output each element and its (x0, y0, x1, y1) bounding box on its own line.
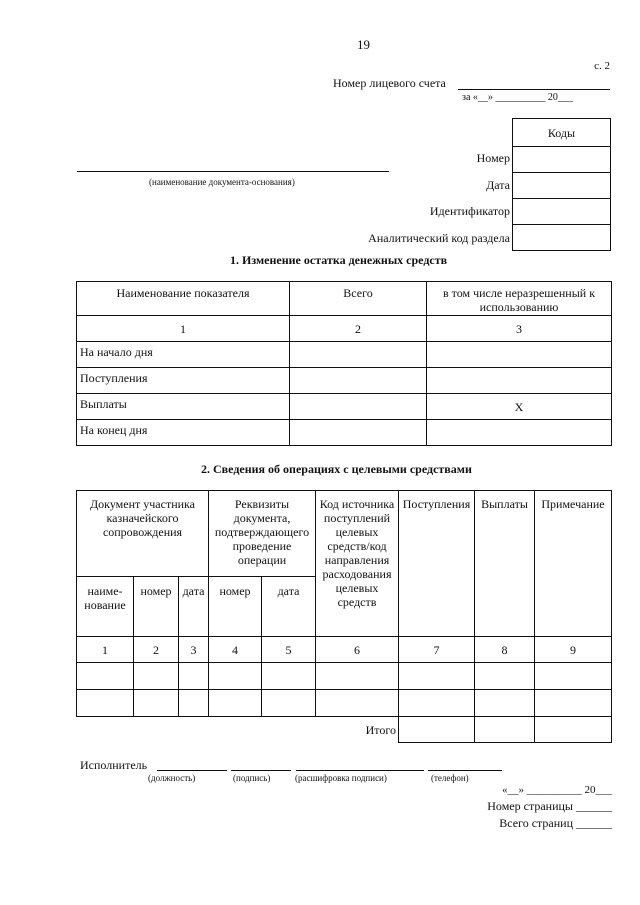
codes-cell-identifier[interactable] (513, 199, 611, 225)
page-number-line: Номер страницы ______ (487, 799, 612, 813)
s2-cell[interactable] (262, 663, 316, 690)
s2-cell[interactable] (77, 690, 134, 717)
s2-header-receipts: Поступления (399, 491, 475, 637)
s2-total-receipts[interactable] (399, 717, 475, 743)
caption-position: (должность) (148, 773, 196, 783)
s1-colnum-3: 3 (427, 316, 612, 342)
s2-cell[interactable] (179, 663, 209, 690)
s2-cell[interactable] (262, 690, 316, 717)
signature-name-line[interactable] (296, 770, 424, 771)
signature-line[interactable] (231, 770, 291, 771)
s2-header-requisites: Реквизиты документа, подтверждающего проведение операции (209, 491, 316, 577)
s2-cell[interactable] (316, 663, 399, 690)
phone-line[interactable] (428, 770, 502, 771)
table-row (77, 690, 612, 717)
codes-label-date: Дата (486, 178, 510, 192)
s2-colnum-9: 9 (535, 637, 612, 663)
s1-row-label: На конец дня (77, 420, 290, 446)
total-pages-line: Всего страниц ______ (499, 816, 612, 830)
s2-header-code: Код источника поступлений целевых средств/код направления расходования целевых средств (316, 491, 399, 637)
page-number: 19 (357, 37, 370, 52)
s2-total-label: Итого (77, 717, 399, 743)
s1-row-total[interactable] (290, 394, 427, 420)
codes-label-number: Номер (476, 151, 510, 165)
s2-cell[interactable] (77, 663, 134, 690)
s2-colnum-6: 6 (316, 637, 399, 663)
s1-row-label: Поступления (77, 368, 290, 394)
s2-colnum-4: 4 (209, 637, 262, 663)
caption-signature-name: (расшифровка подписи) (295, 773, 387, 783)
basis-document-line (77, 171, 389, 172)
sheet-number: с. 2 (594, 60, 610, 72)
s2-cell[interactable] (209, 690, 262, 717)
codes-table (512, 118, 611, 251)
s1-row-label: Выплаты (77, 394, 290, 420)
s2-header-payments: Выплаты (475, 491, 535, 637)
position-line[interactable] (157, 770, 227, 771)
codes-cell-analytic[interactable] (513, 225, 611, 251)
s2-cell[interactable] (179, 690, 209, 717)
s2-colnum-5: 5 (262, 637, 316, 663)
codes-header: Коды (513, 119, 611, 147)
s2-sub-number2: номер (209, 577, 262, 637)
s2-cell[interactable] (209, 663, 262, 690)
s2-cell[interactable] (475, 690, 535, 717)
caption-phone: (телефон) (431, 773, 469, 783)
s2-sub-number: номер (134, 577, 179, 637)
footer-date-line: «__» __________ 20___ (502, 784, 612, 796)
executor-label: Исполнитель (80, 758, 148, 772)
s1-header-total: Всего (290, 282, 427, 316)
s1-row-total[interactable] (290, 368, 427, 394)
s1-row-restricted: X (427, 394, 612, 420)
s1-row-restricted[interactable] (427, 342, 612, 368)
section2-table (76, 490, 612, 743)
s2-colnum-7: 7 (399, 637, 475, 663)
s2-sub-date2: дата (262, 577, 316, 637)
caption-signature: (подпись) (233, 773, 271, 783)
s2-colnum-1: 1 (77, 637, 134, 663)
s2-header-note: Примечание (535, 491, 612, 637)
s1-row-restricted[interactable] (427, 368, 612, 394)
s2-cell[interactable] (535, 663, 612, 690)
s2-cell[interactable] (535, 690, 612, 717)
table-row (77, 663, 612, 690)
s2-cell[interactable] (399, 690, 475, 717)
s1-row-total[interactable] (290, 420, 427, 446)
s2-colnum-8: 8 (475, 637, 535, 663)
s1-row-restricted[interactable] (427, 420, 612, 446)
s2-header-document: Документ участника казначейского сопровождения (77, 491, 209, 577)
codes-label-analytic: Аналитический код раздела (368, 231, 510, 245)
s1-row-label: На начало дня (77, 342, 290, 368)
account-label: Номер лицевого счета (333, 76, 446, 90)
account-date-line: за «__» __________ 20___ (462, 92, 573, 103)
codes-cell-date[interactable] (513, 173, 611, 199)
s2-cell[interactable] (475, 663, 535, 690)
section1-title: 1. Изменение остатка денежных средств (230, 253, 448, 267)
s2-cell[interactable] (134, 663, 179, 690)
section1-table (76, 281, 612, 446)
s1-header-name: Наименование показателя (77, 282, 290, 316)
account-number-line (458, 89, 610, 90)
s2-sub-name: наиме-нование (77, 577, 134, 637)
s2-total-payments[interactable] (475, 717, 535, 743)
s2-sub-date: дата (179, 577, 209, 637)
s1-colnum-1: 1 (77, 316, 290, 342)
s2-colnum-3: 3 (179, 637, 209, 663)
s2-total-note[interactable] (535, 717, 612, 743)
codes-label-identifier: Идентификатор (429, 204, 510, 218)
s1-colnum-2: 2 (290, 316, 427, 342)
section2-title: 2. Сведения об операциях с целевыми средствами (201, 462, 472, 476)
s1-row-total[interactable] (290, 342, 427, 368)
s2-cell[interactable] (399, 663, 475, 690)
basis-document-caption: (наименование документа-основания) (149, 177, 295, 187)
s1-header-restricted: в том числе неразрешенный к использованию (427, 282, 612, 316)
s2-cell[interactable] (134, 690, 179, 717)
s2-colnum-2: 2 (134, 637, 179, 663)
codes-cell-number[interactable] (513, 147, 611, 173)
s2-cell[interactable] (316, 690, 399, 717)
